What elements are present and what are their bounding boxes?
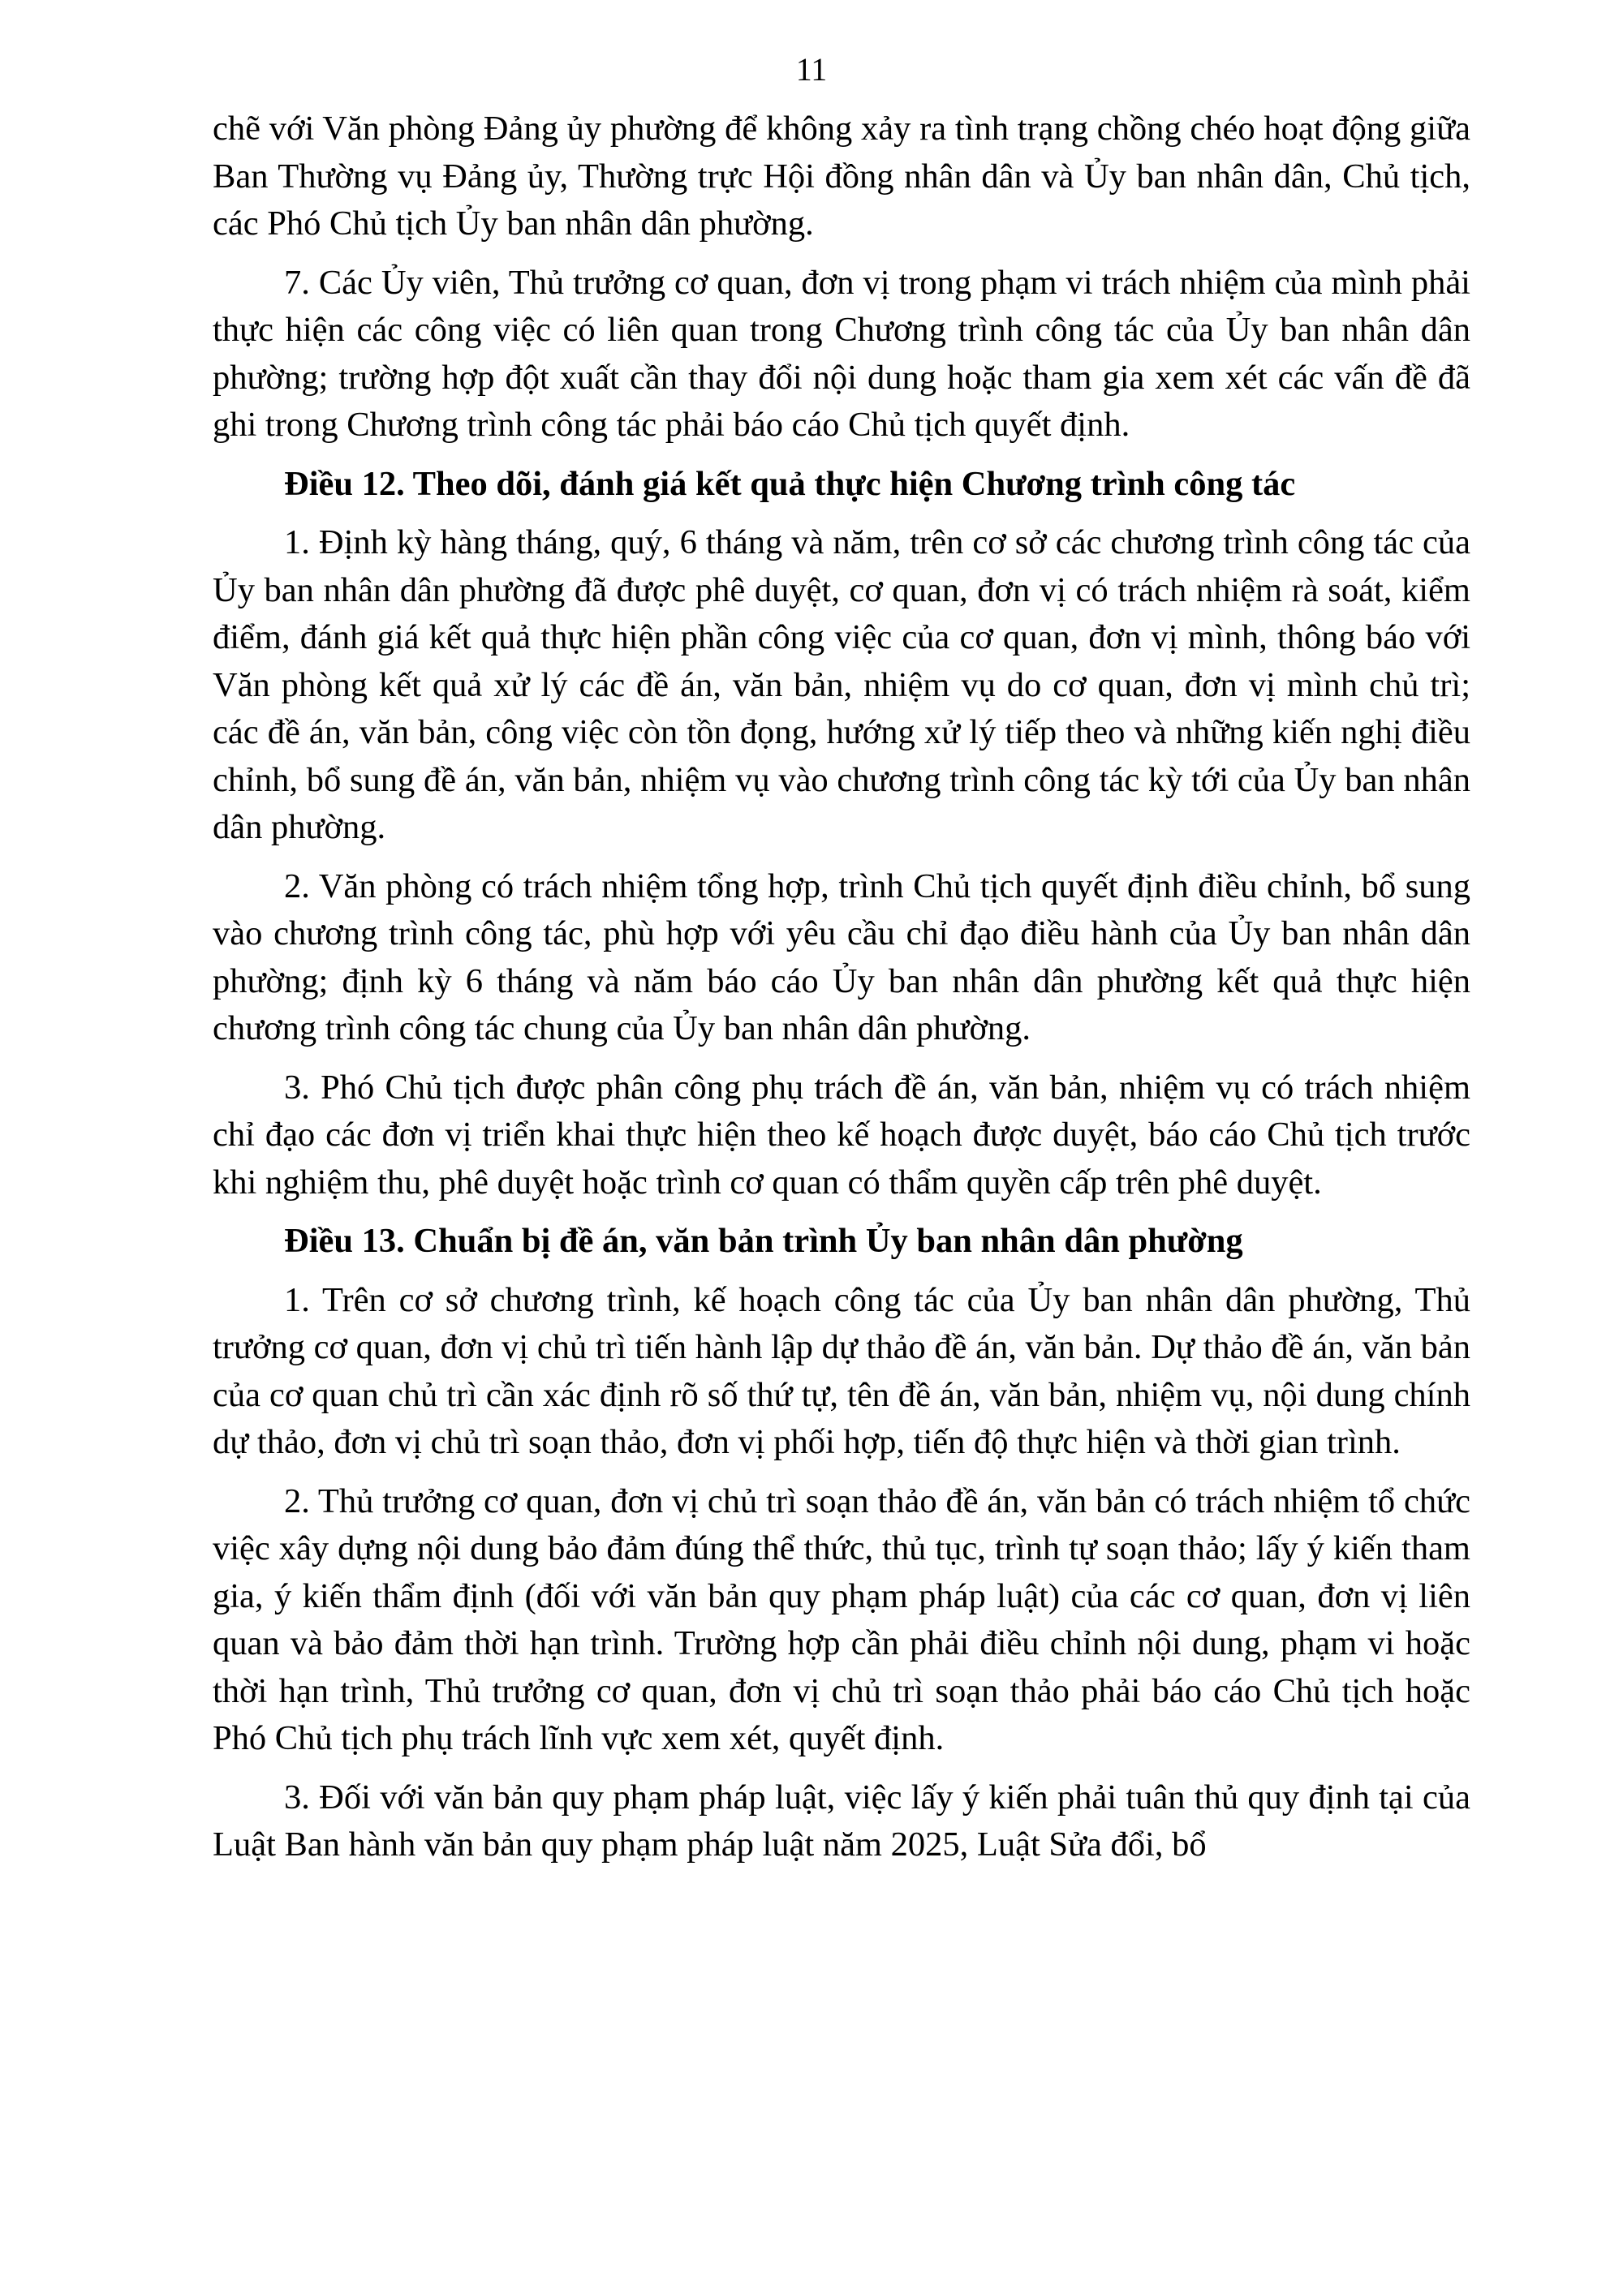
article-12-item-1: 1. Định kỳ hàng tháng, quý, 6 tháng và năm, trên cơ sở các chương trình công tác của Ủy ban nhân dân phường đã được phê duyệt, cơ quan, đơn vị có trách nhiệm rà soát, kiểm điểm, đánh giá kết quả thực hiện phần công việc của cơ quan, đơn vị mình, thông báo với Văn phòng kết quả xử lý các đề án, văn bản, nhiệm vụ do cơ quan, đơn vị mình chủ trì; các đề án, văn bản, công việc còn tồn đọng, hướng xử lý tiếp theo và những kiến nghị điều chỉnh, bổ sung đề án, văn bản, nhiệm vụ vào chương trình công tác kỳ tới của Ủy ban nhân dân phường. [213, 523, 1470, 846]
article-13-item-1: 1. Trên cơ sở chương trình, kế hoạch công tác của Ủy ban nhân dân phường, Thủ trưởng cơ quan, đơn vị chủ trì tiến hành lập dự thảo đề án, văn bản. Dự thảo đề án, văn bản của cơ quan chủ trì cần xác định rõ số thứ tự, tên đề án, văn bản, nhiệm vụ, nội dung chính dự thảo, đơn vị chủ trì soạn thảo, đơn vị phối hợp, tiến độ thực hiện và thời gian trình. [213, 1280, 1470, 1461]
article-12-item-3: 3. Phó Chủ tịch được phân công phụ trách đề án, văn bản, nhiệm vụ có trách nhiệm chỉ đạo các đơn vị triển khai thực hiện theo kế hoạch được duyệt, báo cáo Chủ tịch trước khi nghiệm thu, phê duyệt hoặc trình cơ quan có thẩm quyền cấp trên phê duyệt. [213, 1068, 1470, 1202]
article-12-heading: Điều 12. Theo dõi, đánh giá kết quả thực hiện Chương trình công tác [284, 464, 1296, 503]
article-13-item-3: 3. Đối với văn bản quy phạm pháp luật, việc lấy ý kiến phải tuân thủ quy định tại của Luật Ban hành văn bản quy phạm pháp luật năm 2025, Luật Sửa đổi, bổ [213, 1778, 1470, 1864]
article-13-heading: Điều 13. Chuẩn bị đề án, văn bản trình Ủy ban nhân dân phường [284, 1222, 1243, 1260]
article-12-item-2: 2. Văn phòng có trách nhiệm tổng hợp, trình Chủ tịch quyết định điều chỉnh, bổ sung vào chương trình công tác, phù hợp với yêu cầu chỉ đạo điều hành của Ủy ban nhân dân phường; định kỳ 6 tháng và năm báo cáo Ủy ban nhân dân phường kết quả thực hiện chương trình công tác chung của Ủy ban nhân dân phường. [213, 866, 1470, 1047]
paragraph-continuation: chẽ với Văn phòng Đảng ủy phường để không xảy ra tình trạng chồng chéo hoạt động giữa Ban Thường vụ Đảng ủy, Thường trực Hội đồng nhân dân và Ủy ban nhân dân, Chủ tịch, các Phó Chủ tịch Ủy ban nhân dân phường. [213, 110, 1470, 243]
article-13-item-2: 2. Thủ trưởng cơ quan, đơn vị chủ trì soạn thảo đề án, văn bản có trách nhiệm tổ chức việc xây dựng nội dung bảo đảm đúng thể thức, thủ tục, trình tự soạn thảo; lấy ý kiến tham gia, ý kiến thẩm định (đối với văn bản quy phạm pháp luật) của các cơ quan, đơn vị liên quan và bảo đảm thời hạn trình. Trường hợp cần phải điều chỉnh nội dung, phạm vi hoặc thời hạn trình, Thủ trưởng cơ quan, đơn vị chủ trì soạn thảo phải báo cáo Chủ tịch hoặc Phó Chủ tịch phụ trách lĩnh vực xem xét, quyết định. [213, 1481, 1470, 1757]
paragraph-item-7: 7. Các Ủy viên, Thủ trưởng cơ quan, đơn vị trong phạm vi trách nhiệm của mình phải thực hiện các công việc có liên quan trong Chương trình công tác của Ủy ban nhân dân phường; trường hợp đột xuất cần thay đổi nội dung hoặc tham gia xem xét các vấn đề đã ghi trong Chương trình công tác phải báo cáo Chủ tịch quyết định. [213, 263, 1470, 444]
page-number: 11 [795, 51, 828, 88]
document-body [213, 105, 1470, 1881]
